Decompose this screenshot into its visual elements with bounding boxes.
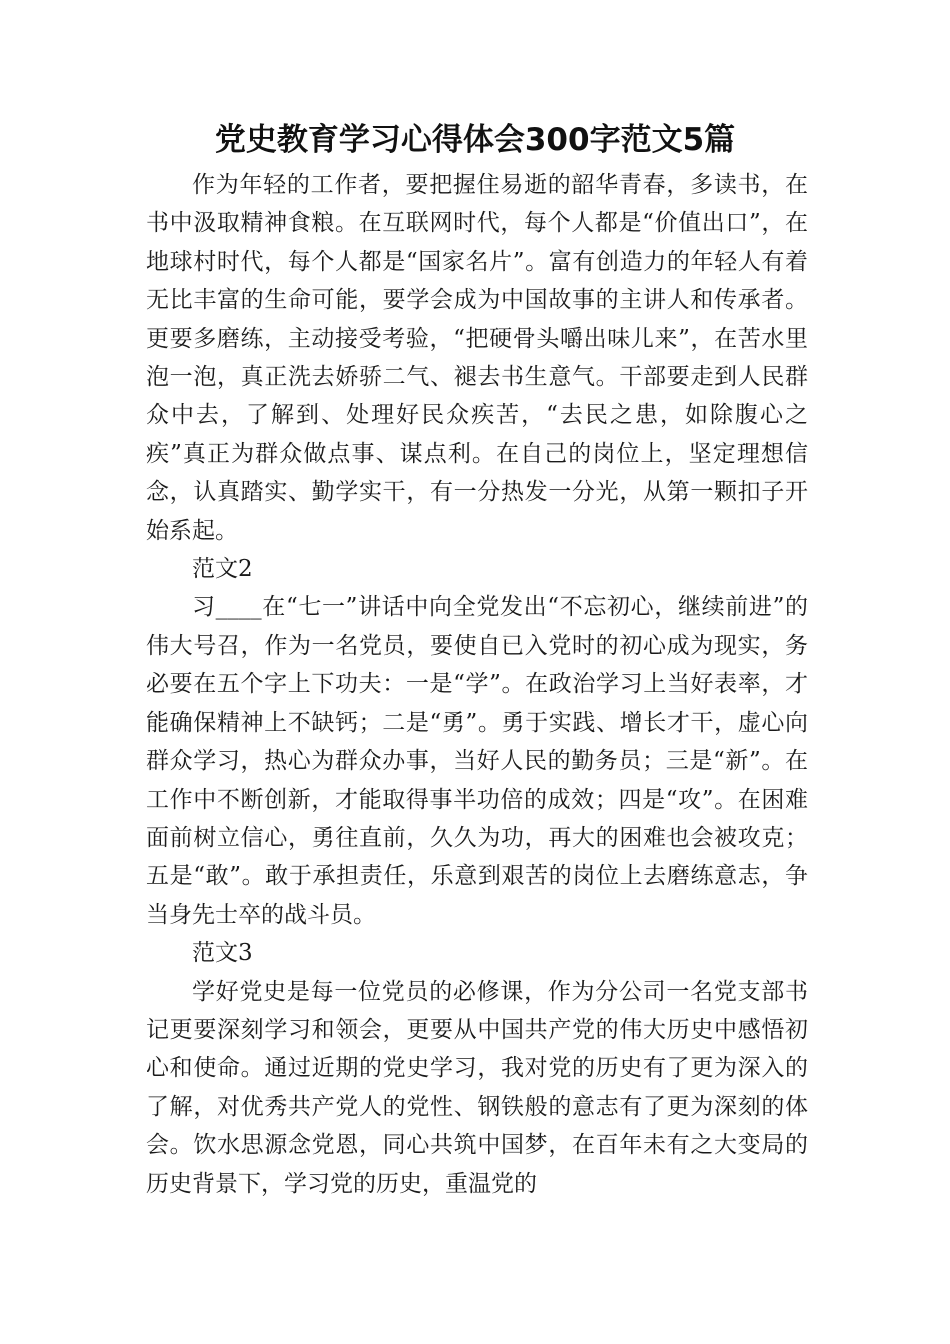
paragraph-1: 作为年轻的工作者，要把握住易逝的韶华青春，多读书，在书中汲取精神食粮。在互联网时代，每个人都是“价值出口”，在地球村时代，每个人都是“国家名片”。富有创造力的年轻人有着无比丰富的生命可能，要学会成为中国故事的主讲人和传承者。更要多磨练，主动接受考验，“把硬骨头嚼出味儿来”，在苦水里泡一泡，真正洗去娇骄二气、褪去书生意气。干部要走到人民群众中去，了解到、处理好民众疾苦，“去民之患，如除腹心之疾”真正为群众做点事、谋点利。在自己的岗位上，坚定理想信念，认真踏实、勤学实干，有一分热发一分光，从第一颗扣子开始系起。: [146, 172, 808, 544]
document-body: [146, 166, 808, 1203]
section-heading-3: 范文3: [192, 940, 253, 967]
paragraph-3: 学好党史是每一位党员的必修课，作为分公司一名党支部书记更要深刻学习和领会，更要从中国共产党的伟大历史中感悟初心和使命。通过近期的党史学习，我对党的历史有了更为深入的了解，对优秀共产党人的党性、钢铁般的意志有了更为深刻的体会。饮水思源念党恩，同心共筑中国梦，在百年未有之大变局的历史背景下，学习党的历史，重温党的: [146, 978, 808, 1197]
section-heading-2: 范文2: [192, 556, 253, 583]
document-title: 党史教育学习心得体会300字范文5篇: [214, 122, 736, 158]
paragraph-2: 习____在“七一”讲话中向全党发出“不忘初心，继续前进”的伟大号召，作为一名党员，要使自已入党时的初心成为现实，务必要在五个字上下功夫：一是“学”。在政治学习上当好表率，才能确保精神上不缺钙；二是“勇”。勇于实践、增长才干，虚心向群众学习，热心为群众办事，当好人民的勤务员；三是“新”。在工作中不断创新，才能取得事半功倍的成效；四是“攻”。在困难面前树立信心，勇往直前，久久为功，再大的困难也会被攻克；五是“敢”。敢于承担责任，乐意到艰苦的岗位上去磨练意志，争当身先士卒的战斗员。: [146, 594, 808, 928]
